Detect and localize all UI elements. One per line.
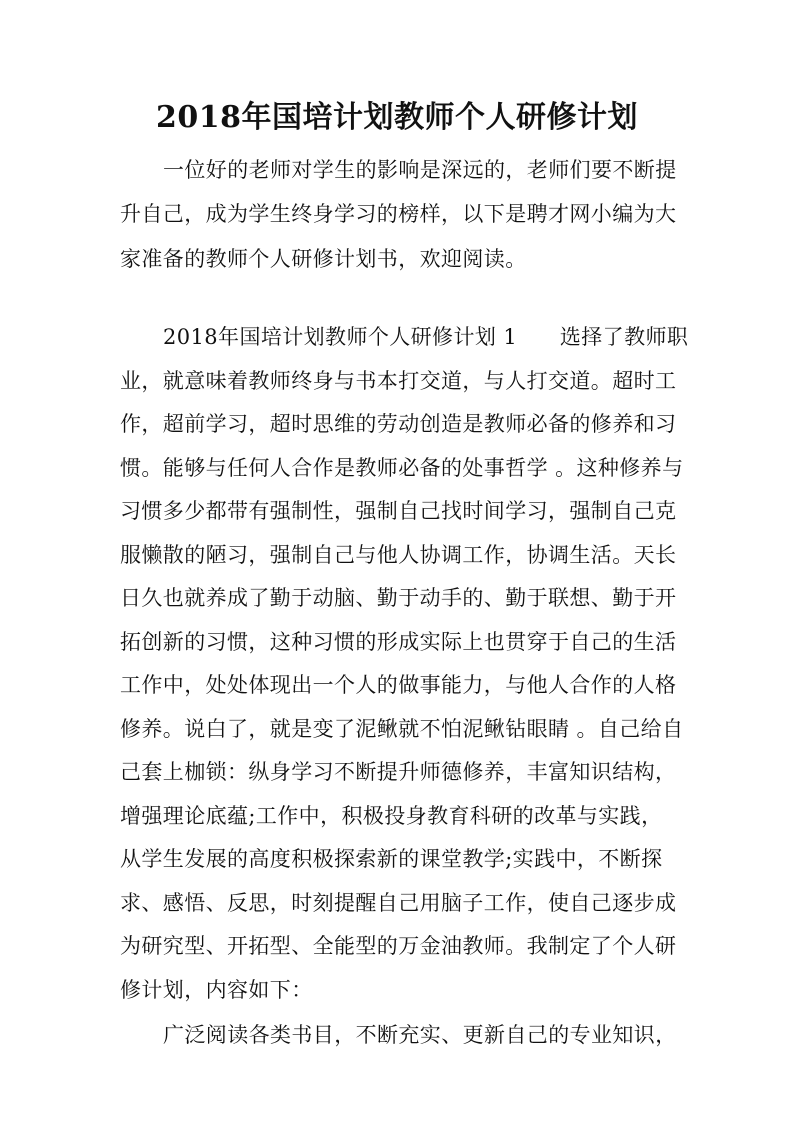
- body-line-1: 2018年国培计划教师个人研修计划 1 选择了教师职: [163, 325, 689, 349]
- document-title: 2018年国培计划教师个人研修计划: [156, 100, 638, 135]
- body-line-16: 修计划，内容如下：: [120, 978, 313, 1002]
- body-line-2: 业，就意味着教师终身与书本打交道，与人打交道。超时工: [120, 369, 677, 393]
- body-line-4: 惯。能够与任何人合作是教师必备的处事哲学 。这种修养与: [120, 456, 684, 480]
- body-line-3: 作，超前学习，超时思维的劳动创造是教师必备的修养和习: [120, 412, 677, 436]
- intro-line-2: 升自己，成为学生终身学习的榜样，以下是聘才网小编为大: [120, 202, 677, 226]
- body-line-8: 拓创新的习惯，这种习惯的形成实际上也贯穿于自己的生活: [120, 630, 677, 654]
- body-line-10: 修养。说白了，就是变了泥鳅就不怕泥鳅钻眼睛 。自己给自: [120, 717, 684, 741]
- body-line-5: 习惯多少都带有强制性，强制自己找时间学习，强制自己克: [120, 499, 677, 523]
- body-line-15: 为研究型、开拓型、全能型的万金油教师。我制定了个人研: [120, 934, 677, 958]
- body-line-13: 从学生发展的高度积极探索新的课堂教学;实践中，不断探: [120, 847, 663, 871]
- body-line-9: 工作中，处处体现出一个人的做事能力，与他人合作的人格: [120, 673, 677, 697]
- body-line-11: 己套上枷锁：纵身学习不断提升师德修养，丰富知识结构，: [120, 760, 677, 784]
- next-paragraph-line: 广泛阅读各类书目，不断充实、更新自己的专业知识，: [163, 1023, 677, 1047]
- body-line-7: 日久也就养成了勤于动脑、勤于动手的、勤于联想、勤于开: [120, 586, 677, 610]
- intro-line-3: 家准备的教师个人研修计划书，欢迎阅读。: [120, 247, 527, 271]
- body-line-6: 服懒散的陋习，强制自己与他人协调工作，协调生活。天长: [120, 543, 677, 567]
- body-line-14: 求、感悟、反思，时刻提醒自己用脑子工作，使自己逐步成: [120, 891, 677, 915]
- body-line-12: 增强理论底蕴;工作中，积极投身教育科研的改革与实践，: [120, 804, 663, 828]
- intro-line-1: 一位好的老师对学生的影响是深远的，老师们要不断提: [163, 158, 677, 182]
